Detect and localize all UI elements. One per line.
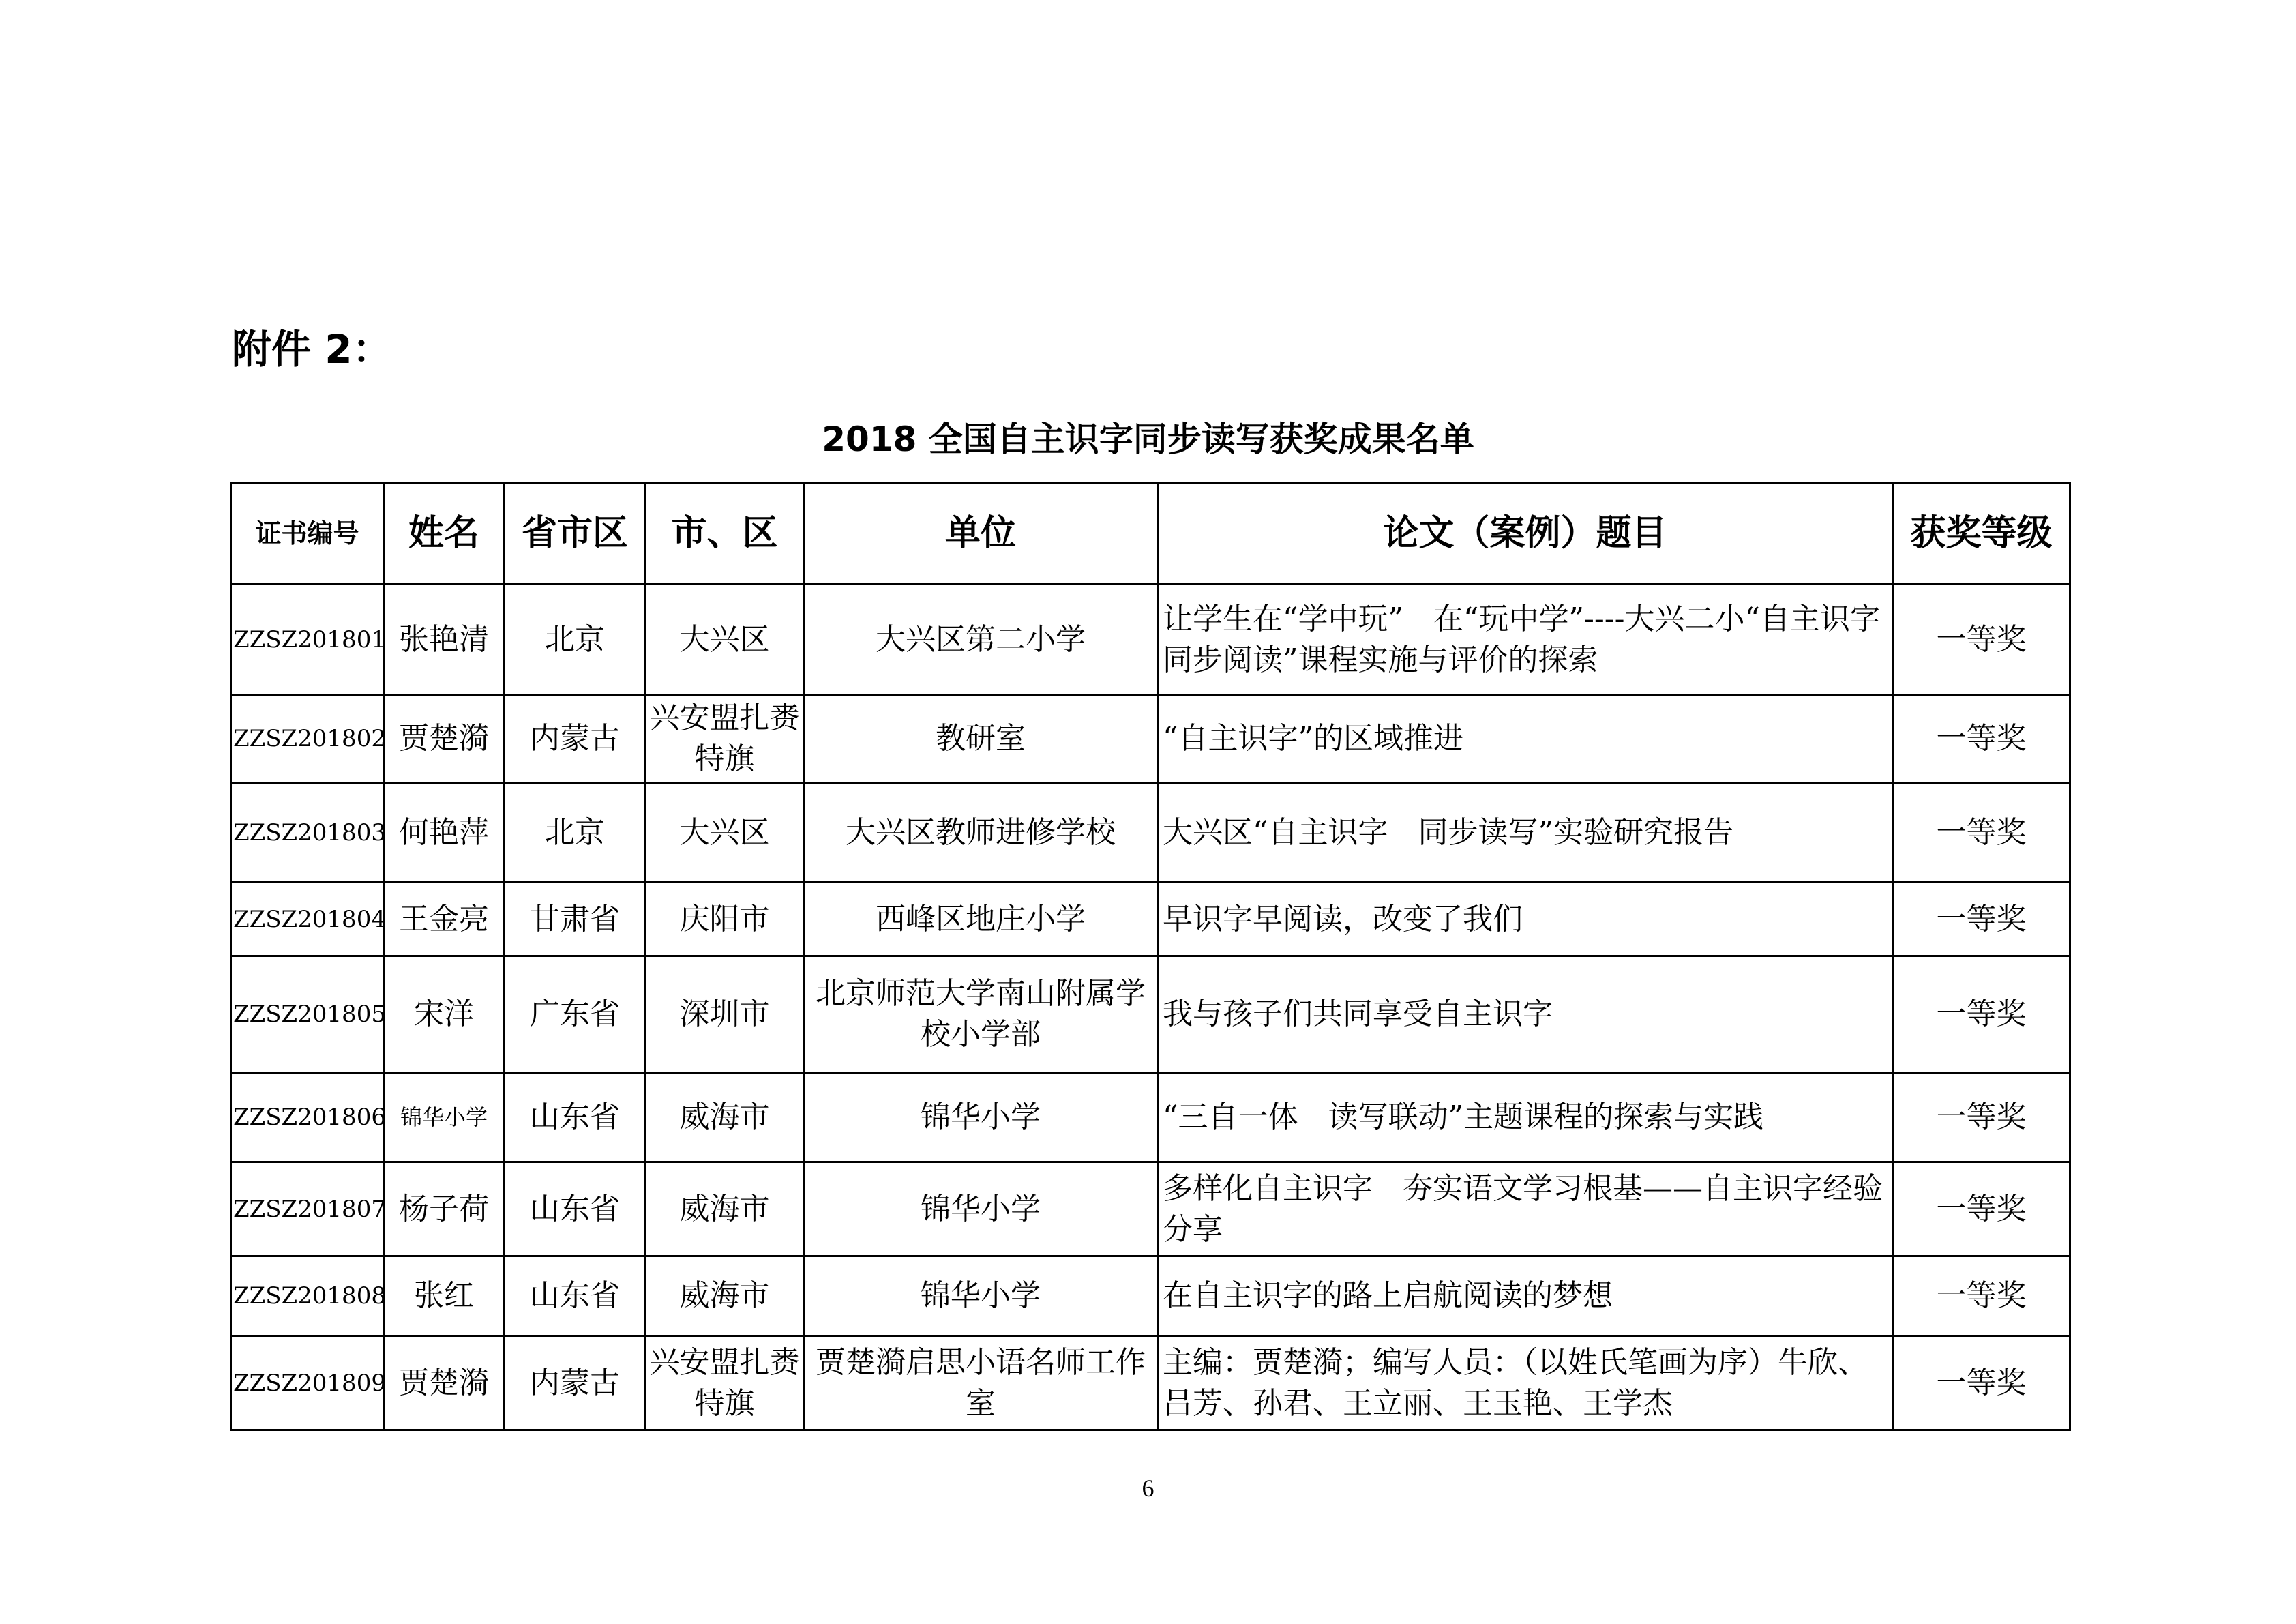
province: 山东省	[505, 1162, 646, 1256]
cert-number: ZZSZ201809	[231, 1336, 384, 1430]
city: 威海市	[646, 1162, 804, 1256]
winner-name: 何艳萍	[384, 783, 505, 883]
award-level: 一等奖	[1893, 1336, 2070, 1430]
city: 大兴区	[646, 783, 804, 883]
table-row	[231, 1256, 2070, 1336]
topic: “三自一体 读写联动”主题课程的探索与实践	[1158, 1073, 1893, 1162]
province: 山东省	[505, 1256, 646, 1336]
city: 兴安盟扎赉特旗	[646, 1336, 804, 1430]
province: 山东省	[505, 1073, 646, 1162]
award-level: 一等奖	[1893, 1162, 2070, 1256]
unit: 贾楚漪启思小语名师工作室	[804, 1336, 1158, 1430]
province: 北京	[505, 783, 646, 883]
unit: 大兴区第二小学	[804, 585, 1158, 695]
province: 内蒙古	[505, 1336, 646, 1430]
winner-name: 王金亮	[384, 883, 505, 956]
city: 深圳市	[646, 956, 804, 1073]
topic: “自主识字”的区域推进	[1158, 695, 1893, 783]
cert-number: ZZSZ201807	[231, 1162, 384, 1256]
topic: 我与孩子们共同享受自主识字	[1158, 956, 1893, 1073]
unit: 西峰区地庄小学	[804, 883, 1158, 956]
topic: 在自主识字的路上启航阅读的梦想	[1158, 1256, 1893, 1336]
header-city: 市、区	[646, 483, 804, 585]
province: 内蒙古	[505, 695, 646, 783]
table-row	[231, 956, 2070, 1073]
topic: 主编：贾楚漪；编写人员：（以姓氏笔画为序）牛欣、吕芳、孙君、王立丽、王玉艳、王学杰	[1158, 1336, 1893, 1430]
unit: 锦华小学	[804, 1256, 1158, 1336]
winner-name: 张艳清	[384, 585, 505, 695]
province: 广东省	[505, 956, 646, 1073]
winner-name: 贾楚漪	[384, 695, 505, 783]
topic: 多样化自主识字 夯实语文学习根基——自主识字经验分享	[1158, 1162, 1893, 1256]
cert-number: ZZSZ201803	[231, 783, 384, 883]
cert-number: ZZSZ201806	[231, 1073, 384, 1162]
winner-name: 杨子荷	[384, 1162, 505, 1256]
unit: 大兴区教师进修学校	[804, 783, 1158, 883]
table-row	[231, 1162, 2070, 1256]
award-level: 一等奖	[1893, 585, 2070, 695]
award-level: 一等奖	[1893, 1073, 2070, 1162]
table-row	[231, 1073, 2070, 1162]
cert-number: ZZSZ201805	[231, 956, 384, 1073]
page-number: 6	[1142, 1475, 1154, 1502]
city: 大兴区	[646, 585, 804, 695]
header-award: 获奖等级	[1893, 483, 2070, 585]
city: 庆阳市	[646, 883, 804, 956]
city: 威海市	[646, 1073, 804, 1162]
awards-table	[230, 482, 2071, 1431]
table-row	[231, 1336, 2070, 1430]
table-row	[231, 585, 2070, 695]
province: 甘肃省	[505, 883, 646, 956]
unit: 锦华小学	[804, 1073, 1158, 1162]
header-topic: 论文（案例）题目	[1158, 483, 1893, 585]
unit: 锦华小学	[804, 1162, 1158, 1256]
topic: 大兴区“自主识字 同步读写”实验研究报告	[1158, 783, 1893, 883]
winner-name: 张红	[384, 1256, 505, 1336]
topic: 早识字早阅读，改变了我们	[1158, 883, 1893, 956]
award-level: 一等奖	[1893, 783, 2070, 883]
cert-number: ZZSZ201804	[231, 883, 384, 956]
header-unit: 单位	[804, 483, 1158, 585]
document-title: 2018 全国自主识字同步读写获奖成果名单	[822, 419, 1474, 459]
award-level: 一等奖	[1893, 956, 2070, 1073]
unit: 教研室	[804, 695, 1158, 783]
award-level: 一等奖	[1893, 1256, 2070, 1336]
attachment-label: 附件 2：	[232, 326, 392, 372]
winner-name: 锦华小学	[384, 1073, 505, 1162]
header-row	[231, 483, 2070, 585]
province: 北京	[505, 585, 646, 695]
city: 威海市	[646, 1256, 804, 1336]
topic: 让学生在“学中玩” 在“玩中学”----大兴二小“自主识字 同步阅读”课程实施与评价的探索	[1158, 585, 1893, 695]
header-name: 姓名	[384, 483, 505, 585]
unit: 北京师范大学南山附属学校小学部	[804, 956, 1158, 1073]
table-row	[231, 783, 2070, 883]
cert-number: ZZSZ201802	[231, 695, 384, 783]
header-cert: 证书编号	[231, 483, 384, 585]
award-level: 一等奖	[1893, 883, 2070, 956]
cert-number: ZZSZ201808	[231, 1256, 384, 1336]
table-row	[231, 883, 2070, 956]
winner-name: 贾楚漪	[384, 1336, 505, 1430]
winner-name: 宋洋	[384, 956, 505, 1073]
header-province: 省市区	[505, 483, 646, 585]
cert-number: ZZSZ201801	[231, 585, 384, 695]
award-level: 一等奖	[1893, 695, 2070, 783]
table-row	[231, 695, 2070, 783]
city: 兴安盟扎赉特旗	[646, 695, 804, 783]
